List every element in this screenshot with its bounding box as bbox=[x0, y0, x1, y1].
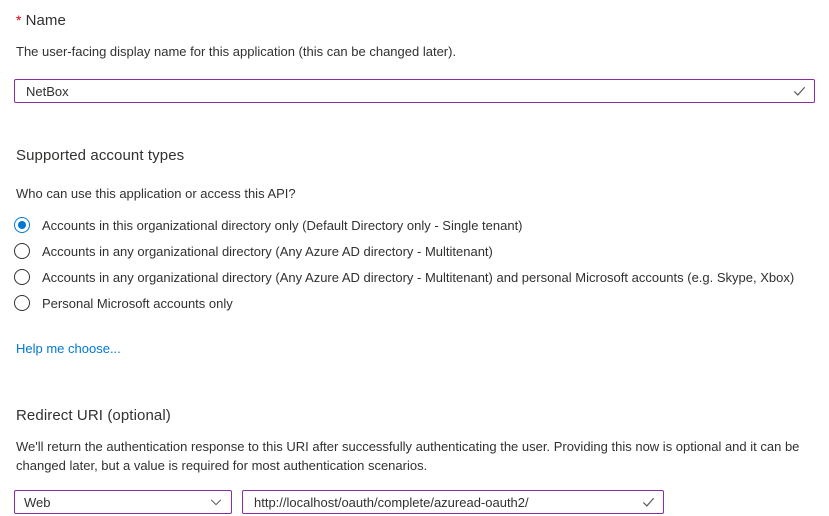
account-types-section bbox=[14, 147, 815, 358]
redirect-uri-description: We'll return the authentication response to this URI after successfully authenticating the user. Providing this now is optional and it can be changed later, but a value is required for most authentication scenarios. bbox=[16, 439, 800, 473]
radio-button-icon bbox=[14, 243, 30, 259]
redirect-uri-controls bbox=[14, 490, 815, 514]
help-me-choose-link[interactable]: Help me choose... bbox=[16, 341, 121, 356]
name-input-wrap bbox=[14, 79, 815, 103]
radio-option[interactable] bbox=[14, 290, 815, 316]
name-title-text: Name bbox=[25, 12, 66, 29]
radio-button-icon bbox=[14, 295, 30, 311]
name-section bbox=[14, 12, 815, 103]
account-types-title: Supported account types bbox=[16, 147, 185, 164]
redirect-uri-input[interactable] bbox=[242, 490, 664, 514]
platform-select-value: Web bbox=[24, 494, 51, 510]
radio-option-label: Accounts in any organizational directory (Any Azure AD directory - Multitenant) and personal Microsoft accounts (e.g. Skype, Xbox) bbox=[42, 269, 795, 285]
redirect-uri-input-wrap bbox=[242, 490, 664, 514]
radio-option-label: Personal Microsoft accounts only bbox=[42, 295, 233, 311]
required-asterisk: * bbox=[16, 12, 22, 28]
redirect-uri-title: Redirect URI (optional) bbox=[16, 407, 171, 424]
account-types-radio-group bbox=[14, 212, 815, 316]
redirect-uri-section bbox=[14, 407, 815, 514]
radio-button-icon bbox=[14, 269, 30, 285]
radio-option-label: Accounts in any organizational directory (Any Azure AD directory - Multitenant) bbox=[42, 243, 493, 259]
chevron-down-icon bbox=[209, 495, 223, 509]
platform-select[interactable] bbox=[14, 490, 232, 514]
account-types-question: Who can use this application or access this API? bbox=[16, 186, 296, 201]
radio-option[interactable] bbox=[14, 264, 815, 290]
radio-button-icon bbox=[14, 217, 30, 233]
radio-option[interactable] bbox=[14, 238, 815, 264]
name-section-title bbox=[16, 12, 815, 29]
radio-option-label: Accounts in this organizational directory only (Default Directory only - Single tenant) bbox=[42, 217, 523, 233]
name-input[interactable] bbox=[14, 79, 815, 103]
radio-option[interactable] bbox=[14, 212, 815, 238]
name-description: The user-facing display name for this application (this can be changed later). bbox=[16, 44, 457, 59]
